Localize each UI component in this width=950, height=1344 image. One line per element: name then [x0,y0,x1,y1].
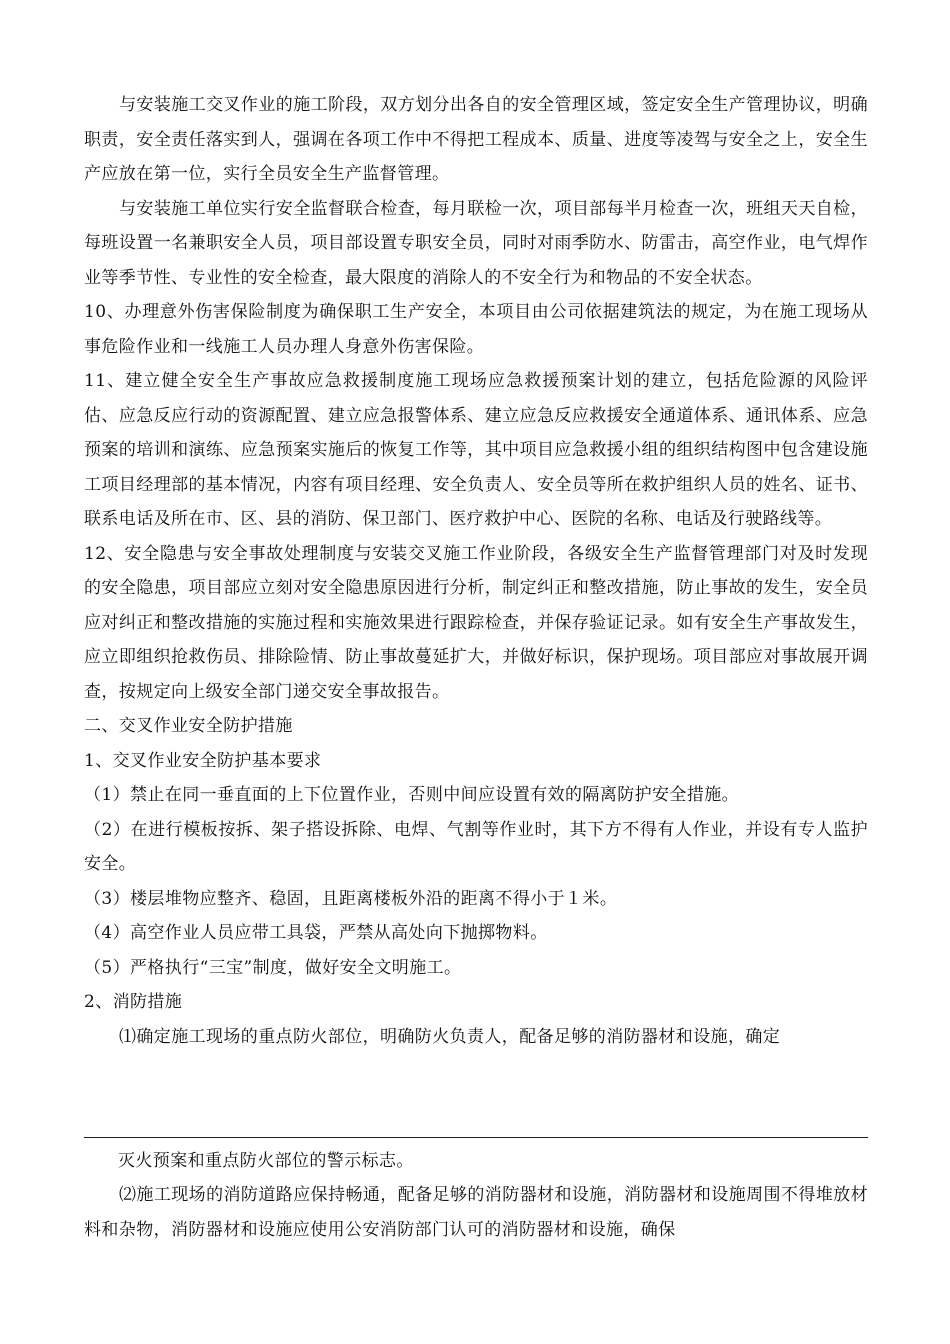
fire-item-2: ⑵施工现场的消防道路应保持畅通，配备足够的消防器材和设施，消防器材和设施周围不得堆放材料和杂物，消防器材和设施应使用公安消防部门认可的消防器材和设施，确保 [84,1185,868,1240]
requirement-item-4: （4）高空作业人员应带工具袋，严禁从高处向下抛掷物料。 [84,923,548,943]
requirement-item-1: （1）禁止在同一垂直面的上下位置作业，否则中间应设置有效的隔离防护安全措施。 [84,785,740,805]
subsection-heading-fire-measures: 2、消防措施 [84,992,183,1012]
paragraph-hazard-handling: 12、安全隐患与安全事故处理制度与安装交叉施工作业阶段，各级安全生产监督管理部门对及时发现的安全隐患，项目部应立刻对安全隐患原因进行分析，制定纠正和整改措施，防止事故的发生，安全员应对纠正和整改措施的实施过程和实施效果进行跟踪检查，并保存验证记录。如有安全生产事故发生，应立即组织抢救伤员、排除险情、防止事故蔓延扩大，并做好标识，保护现场。项目部应对事故展开调查，按规定向上级安全部门递交安全事故报告。 [84,543,868,702]
subsection-heading-basic-requirements: 1、交叉作业安全防护基本要求 [84,750,322,771]
paragraph-joint-inspection: 与安装施工单位实行安全监督联合检查，每月联检一次，项目部每半月检查一次，班组天天自检，每班设置一名兼职安全人员，项目部设置专职安全员，同时对雨季防水、防雷击，高空作业，电气焊作业等季节性、专业性的安全检查，最大限度的消除人的不安全行为和物品的不安全状态。 [84,198,868,288]
paragraph-accident-insurance: 10、办理意外伤害保险制度为确保职工生产安全，本项目由公司依据建筑法的规定，为在施工现场从事危险作业和一线施工人员办理人身意外伤害保险。 [84,302,868,357]
requirement-item-2: （2）在进行模板按拆、架子搭设拆除、电焊、气割等作业时，其下方不得有人作业，并设有专人监护安全。 [84,819,868,874]
section-heading: 二、交叉作业安全防护措施 [84,716,293,736]
paragraph-cross-work-zone: 与安装施工交叉作业的施工阶段，双方划分出各自的安全管理区域，签定安全生产管理协议，明确职责，安全责任落实到人，强调在各项工作中不得把工程成本、质量、进度等凌驾与安全之上，安全生产应放在第一位，实行全员安全生产监督管理。 [84,95,868,184]
requirement-item-5: （5）严格执行“三宝”制度，做好安全文明施工。 [84,957,462,978]
fire-item-1: ⑴确定施工现场的重点防火部位，明确防火负责人，配备足够的消防器材和设施，确定 [119,1026,781,1047]
page-divider-line [84,1137,868,1138]
fire-item-2-block [84,1178,868,1247]
fire-item-1-continued: 灭火预案和重点防火部位的警示标志。 [118,1151,414,1171]
requirement-item-3: （3）楼层堆物应整齐、稳固，且距离楼板外沿的距离不得小于１米。 [84,888,618,909]
paragraph-emergency-rescue: 11、建立健全安全生产事故应急救援制度施工现场应急救援预案计划的建立，包括危险源的风险评估、应急反应行动的资源配置、建立应急报警体系、建立应急反应救援安全通道体系、通讯体系、应急预案的培训和演练、应急预案实施后的恢复工作等，其中项目应急救援小组的组织结构图中包含建设施工项目经理部的基本情况，内容有项目经理、安全负责人、安全员等所在救护组织人员的姓名、证书、联系电话及所在市、区、县的消防、保卫部门、医疗救护中心、医院的名称、电话及行驶路线等。 [84,371,868,529]
document-body [84,88,868,1054]
